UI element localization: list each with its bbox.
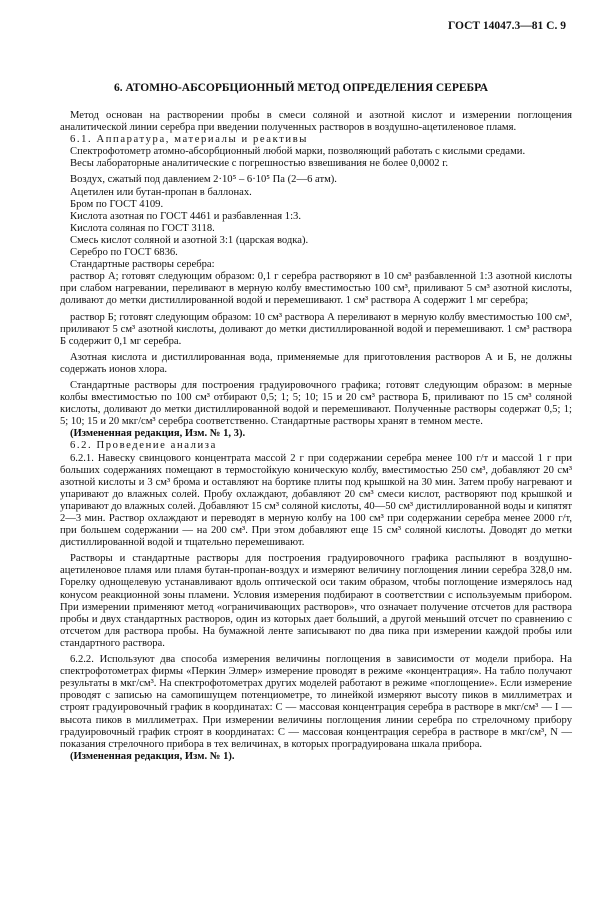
equipment-item: Смесь кислот соляной и азотной 3:1 (царская водка). xyxy=(70,234,309,246)
amendment-note: (Измененная редакция, Изм. № 1). xyxy=(70,750,235,762)
equipment-item: Спектрофотометр атомно-абсорбционный любой марки, позволяющий работать с кислыми средами. xyxy=(70,146,526,158)
clause-6-2-1-paragraph: 6.2.1. Навеску свинцового концентрата массой 2 г при содержании серебра менее 100 г/т и массой 1 г при больших содержаниях помещают в термостойкую коническую колбу, вместимостью 250 см³, добавляют 20 см³ азотной кислоты и 3 см³ брома и оставляют на бортике плиты под крышкой на 30 мин. Затем пробу нагревают и упаривают до влажных солей. Пробу охлаждают, добавляют 20 см³ смеси кислот, растворяют под крышкой и упаривают до влажных солей. Добавляют 15 см³ соляной кислоты, 40—50 см³ дистиллированной воды и кипятят 2—3 мин. Раствор охлаждают и переводят в мерную колбу на 100 см³ при содержании серебра менее 2000 г/т, при большем содержании — на 200 см³. При этом добавляют еще 15 см³ соляной кислоты. Доводят до метки дистиллированной водой и тщательно перемешивают. xyxy=(60,452,572,549)
section-title: 6. АТОМНО-АБСОРБЦИОННЫЙ МЕТОД ОПРЕДЕЛЕНИЯ СЕРЕБРА xyxy=(113,82,489,94)
solution-b-paragraph: раствор Б; готовят следующим образом: 10 см³ раствора А переливают в мерную колбу вместимостью 100 см³, приливают 5 см³ азотной кислоты, доливают до метки дистиллированной водой и перемешивают. 1 см³ раствора Б содержит 0,1 мг серебра. xyxy=(60,311,572,347)
equipment-item: Весы лабораторные аналитические с погрешностью взвешивания не более 0,0002 г. xyxy=(70,158,449,170)
intro-paragraph: Метод основан на растворении пробы в смеси соляной и азотной кислот и измерении поглощения аналитической линии серебра при введении полученных растворов в воздушно-ацетиленовое пламя. xyxy=(60,110,572,134)
equipment-item: Кислота соляная по ГОСТ 3118. xyxy=(70,222,215,234)
clause-6-2-2-paragraph: 6.2.2. Используют два способа измерения величины поглощения в зависимости от модели прибора. На спектрофотометрах фирмы «Перкин Элмер» измерение проводят в режиме «концентрация». На табло получают результаты в мкг/см³. На спектрофотометрах других моделей работают в режиме «поглощение». Если измерение проводят с записью на самопишущем потенциометре, то линейкой измеряют высоту пиков в миллиметрах и строят градуировочный график в координатах: С — массовая концентрация серебра в растворе в мкг/см³ — I — высота пиков в миллиметрах. При измерении величины поглощения линии серебра по стрелочному прибору градуировочный график строят в координатах: С — массовая концентрация серебра в растворе в мкг/см³, N — показания стрелочного прибора в тех величинах, в которых проградуирована шкала прибора. xyxy=(60,654,572,750)
equipment-item: Ацетилен или бутан-пропан в баллонах. xyxy=(70,186,252,198)
subsection-6-2-heading: 6.2. Проведение анализа xyxy=(70,440,217,452)
equipment-item: Серебро по ГОСТ 6836. xyxy=(70,247,178,259)
acid-note-paragraph: Азотная кислота и дистиллированная вода, применяемые для приготовления растворов А и Б, не должны содержать ионов хлора. xyxy=(60,351,572,375)
solution-a-paragraph: раствор А; готовят следующим образом: 0,1 г серебра растворяют в 10 см³ разбавленной 1:3 азотной кислоты при слабом нагревании, переливают в мерную колбу вместимостью 100 см³, приливают 5 см³ азотной кислоты, доливают до метки дистиллированной водой и перемешивают. 1 см³ раствора А содержит 1 мг серебра; xyxy=(60,271,572,307)
equipment-item: Воздух, сжатый под давлением 2·10⁵ – 6·10⁵ Па (2—6 атм). xyxy=(70,174,337,186)
equipment-item: Кислота азотная по ГОСТ 4461 и разбавленная 1:3. xyxy=(70,210,301,222)
equipment-item: Бром по ГОСТ 4109. xyxy=(70,198,164,210)
calibration-paragraph: Стандартные растворы для построения градуировочного графика; готовят следующим образом: в мерные колбы вместимостью по 100 см³ отбирают 0,5; 1; 5; 10; 15 и 20 см³ раствора Б, приливают по 15 см³ соляной кислоты, доливают до метки дистиллированной водой и перемешивают. Полученные растворы содержат 0,5; 1; 5; 10; 15 и 20 мкг/см³ серебра соответственно. Стандартные растворы хранят в темном месте. xyxy=(60,379,572,428)
amendment-note: (Измененная редакция, Изм. № 1, 3). xyxy=(70,428,246,440)
page-header: ГОСТ 14047.3—81 С. 9 xyxy=(447,20,566,32)
document-body xyxy=(60,110,572,763)
subsection-6-1-heading: 6.1. Аппаратура, материалы и реактивы xyxy=(70,134,309,146)
equipment-item: Стандартные растворы серебра: xyxy=(70,259,215,271)
clause-6-2-1-continuation: Растворы и стандартные растворы для построения градуировочного графика распыляют в воздушно-ацетиленовое пламя или пламя бутан-пропан-воздух и измеряют величину поглощения линии серебра 328,0 нм. Горелку однощелевую устанавливают вдоль оптической оси таким образом, чтобы поглощение измерялось над конусом реакционной зоны пламени. Условия измерения подбирают в соответствии с используемым прибором. При измерении применяют метод «ограничивающих растворов», что означает получение отсчетов для раствора пробы и двух стандартных растворов, один из которых дает больший, а другой меньший отсчет по сравнению с отсчетом для раствора пробы. На бумажной ленте записывают по два пика при измерении каждой пробы или стандартного раствора. xyxy=(60,553,572,649)
